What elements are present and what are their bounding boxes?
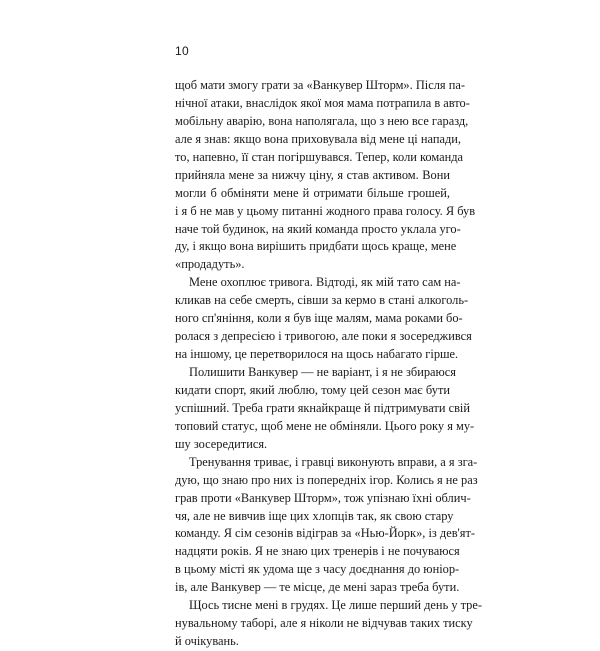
text-line: надцяти років. Я не знаю цих тренерів і не почуваюся [175, 544, 460, 559]
text-line: Полишити Ванкувер — не варіант, і я не збираюся [189, 365, 457, 379]
text-line: могли б обміняти мене й отримати більше грошей, [175, 185, 450, 200]
paragraph [175, 274, 472, 364]
page-number: 10 [175, 44, 189, 58]
text-line: в цьому місті як удома ще з часу доєднання до юніор- [175, 562, 460, 577]
text-line: Тренування триває, і гравці виконують вправи, а я зга- [189, 454, 478, 469]
paragraph [175, 364, 475, 454]
paragraph [175, 77, 476, 274]
paragraph [175, 454, 478, 598]
text-line: на іншому, це перетворилося на щось набагато гірше. [175, 347, 459, 362]
text-line: наче той будинок, на який команда просто уклала уго- [175, 221, 461, 236]
text-line: кидати спорт, який люблю, тому цей сезон має бути [175, 382, 450, 397]
text-line: але я знав: якщо вона приховувала від мене ці напади, [175, 131, 461, 146]
text-line: успішний. Треба грати якнайкраще й підтримувати свій [175, 400, 470, 415]
text-line: ролася з депресією і тривогою, але поки я зосереджився [175, 329, 472, 344]
text-line: «продадуть». [175, 257, 245, 272]
text-line: Мене охоплює тривога. Відтоді, як мій тато сам на- [189, 275, 461, 290]
text-line: команду. Я сім сезонів відіграв за «Нью-Йорк», із дев'ят- [175, 526, 476, 541]
text-line: шу зосередитися. [175, 436, 268, 451]
text-line: мобільну аварію, вона наполягала, що з нею все гаразд, [175, 113, 469, 128]
paragraph [175, 597, 482, 651]
text-line: то, напевно, її стан погіршувався. Тепер, коли команда [175, 149, 464, 164]
text-line: чя, але не вивчив іще цих хлопців так, як свою стару [175, 508, 454, 523]
text-line: прийняла мене за нижчу ціну, я став активом. Вони [175, 167, 450, 182]
text-line: ів, але Ванкувер — те місце, де мені зараз треба бути. [175, 580, 460, 595]
text-line: й очікувань. [175, 634, 239, 649]
text-line: ного сп'яніння, коли я був іще малям, мама роками бо- [175, 311, 463, 326]
text-line: нічної атаки, внаслідок якої моя мама потрапила в авто- [175, 95, 470, 110]
text-line: дую, що знаю про них із попередніх ігор. Колись я не раз [175, 472, 478, 487]
body-text [175, 77, 482, 651]
text-line: кликав на себе смерть, сівши за кермо в стані алкоголь- [175, 293, 469, 308]
text-line: грав проти «Ванкувер Шторм», тож упізнаю їхні облич- [175, 490, 471, 505]
text-line: топовий статус, щоб мене не обміняли. Цього року я му- [175, 418, 475, 433]
text-line: ду, і якщо вона вирішить придбати щось краще, мене [175, 239, 457, 254]
text-line: щоб мати змогу грати за «Ванкувер Шторм». Після па- [175, 78, 465, 92]
text-line: і я б не мав у цьому питанні жодного права голосу. Я був [175, 203, 476, 218]
text-line: нувальному таборі, але я ніколи не відчував таких тиску [175, 616, 473, 631]
text-line: Щось тисне мені в грудях. Це лише перший день у тре- [189, 598, 482, 613]
